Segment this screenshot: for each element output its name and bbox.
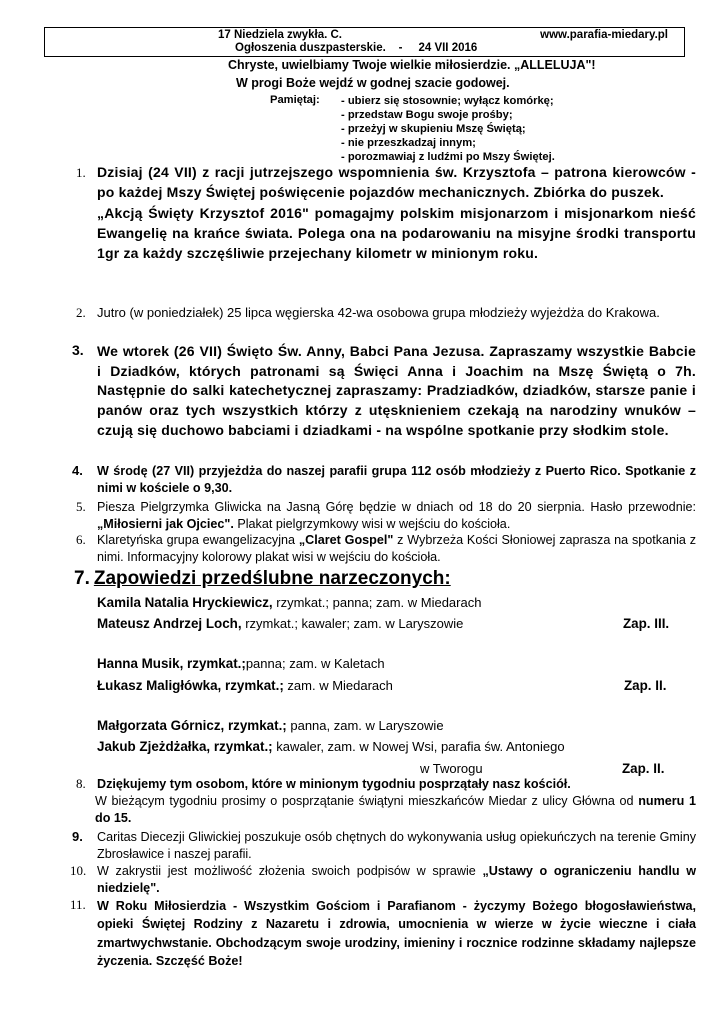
announcement-number: 2. [76,305,86,320]
petition-title: „Ustawy o ograniczeniu handlu w niedzielę". [97,864,696,895]
header-subtitle: Ogłoszenia duszpasterskie. [235,42,386,54]
announcement-2 [66,305,696,321]
couple-3-groom [97,739,565,754]
announcement-number: 6. [76,532,86,547]
announcement-number: 4. [72,463,83,478]
pilgrimage-motto: „Miłosierni jak Ojciec". [97,516,234,531]
couple-1-bride [97,595,481,610]
person-name: Małgorzata Górnicz, rzymkat.; [97,718,287,733]
section-7-heading [74,568,451,590]
person-name: Jakub Zjeżdżałka, rzymkat.; [97,739,273,754]
section-7-title: Zapowiedzi przedślubne narzeczonych: [93,568,451,589]
reminder-item: - ubierz się stosownie; wyłącz komórkę; [341,95,554,107]
group-name: „Claret Gospel" [298,533,394,547]
announcement-1-action: „Akcją Święty Krzysztof 2016" pomagajmy polskim misjonarzom i misjonarkom nieść Ewangelię na krańce świata. Polega ona na podarowaniu na misyjne środki transportu 1gr za każdy szczęśliwie przejechany kilometr w minionym roku. [97,205,696,261]
person-details: kawaler, zam. w Nowej Wsi, parafia św. Antoniego [272,739,565,754]
header-sunday: 17 Niedziela zwykła. C. [218,29,343,41]
couple-2-bride [97,656,385,671]
announcement-number: 10. [70,863,87,878]
announcement-9-text: Caritas Diecezji Gliwickiej poszukuje osób chętnych do wykonywania usług opiekuńczych na terenie Gminy Zbrosławice i naszej parafii. [97,830,696,861]
person-details: panna; zam. w Kaletach [245,656,385,671]
announcement-10-text-a: W zakrystii jest możliwość złożenia swoich podpisów w sprawie [97,864,483,878]
person-details: panna, zam. w Laryszowie [286,718,444,733]
announcement-number: 7. [74,568,90,589]
announcement-8-request-text: W bieżącym tygodniu prosimy o posprzątanie świątyni mieszkańców Miedar z ulicy Główna od [95,794,639,808]
header-website: www.parafia-miedary.pl [540,29,668,41]
announcement-8 [66,776,696,827]
person-name: Łukasz Maligłówka, rzymkat.; [97,678,284,693]
header-date: 24 VII 2016 [418,42,478,54]
announcement-1 [66,163,696,264]
announcement-number: 3. [72,342,84,358]
announcement-11-text [97,897,696,971]
announcement-2-text: Jutro (w poniedziałek) 25 lipca węgierska 42-wa osobowa grupa młodzieży wyjeżdża do Krakowa. [97,305,660,320]
person-details: rzymkat.; kawaler; zam. w Laryszowie [241,616,464,631]
announcement-11-wishes: W Roku Miłosierdzia - Wszystkim Gościom i Parafianom - życzymy Bożego błogosławieństwa, opieki Świętej Rodziny z Nazaretu i zdrowia, umocnienia w wierze w życie wieczne i ciała zmartwychwstanie. Obchodzącym swoje urodziny, imieniny i rocznice rodzinne składamy najlepsze życzenia. [97,899,696,969]
announcement-8-request [95,793,696,827]
couple-2-groom [97,678,393,693]
couple-1-groom [97,616,463,631]
person-details: zam. w Miedarach [283,678,393,693]
announcement-6-text [97,532,696,565]
announcement-number: 5. [76,499,86,514]
person-name: Kamila Natalia Hryckiewicz, [97,595,273,610]
banns-count: Zap. II. [622,761,665,776]
announcement-6-text-a: Klaretyńska grupa ewangelizacyjna [97,533,299,547]
announcement-5 [66,499,696,532]
announcement-10 [66,863,696,896]
announcement-4-text: W środę (27 VII) przyjeżdża do naszej parafii grupa 112 osób młodzieży z Puerto Rico. Spotkanie z nimi w kościele o 9,30. [97,464,696,495]
banns-count: Zap. III. [623,616,670,631]
person-name: Mateusz Andrzej Loch, [97,616,242,631]
announcement-9 [66,829,696,862]
reminder-item: - przeżyj w skupieniu Mszę Świętą; [341,123,526,135]
intro-acclamation: Chryste, uwielbiamy Twoje wielkie miłosierdzie. „ALLELUJA"! [228,58,596,72]
announcement-3-text: We wtorek (26 VII) Święto Św. Anny, Babci Pana Jezusa. Zapraszamy wszystkie Babcie i Dziadków, których patronami są Święci Anna i Joachim na Mszę Świętą o 7h. Następnie do salki katechetycznej zapraszamy: Pradziadków, dziadków, starsze panie i panów oraz tych wszystkich którzy z utęsknieniem czekają na narodziny wnuków – czują się duchowo babciami i dziadkami - na wspólne spotkanie przy słodkim stole. [97,343,696,438]
reminder-item: - przedstaw Bogu swoje prośby; [341,109,513,121]
announcement-number: 1. [76,165,86,180]
intro-invitation: W progi Boże wejdź w godnej szacie godowej. [236,76,510,90]
announcement-5-text-a: Piesza Pielgrzymka Gliwicka na Jasną Górę będzie w dniach od 18 do 20 sierpnia. Hasło przewodnie: [97,500,696,514]
header-box [44,27,685,57]
announcement-4 [66,463,696,497]
person-details: rzymkat.; panna; zam. w Miedarach [272,595,482,610]
announcement-number: 9. [72,829,83,844]
person-name: Hanna Musik, rzymkat.; [97,656,246,671]
closing-blessing: Szczęść Boże! [155,954,243,969]
announcement-3 [66,342,696,441]
header-subtitle-line [235,42,477,54]
announcement-11 [66,897,696,971]
announcement-6-text-b: z Wybrzeża Kości Słoniowej zaprasza na spotkania z nimi. Informacyjny kolorowy plakat wisi w wejściu do kościoła. [97,533,696,564]
header-dash: - [398,42,403,54]
couple-3-groom-cont: w Tworogu [420,761,483,776]
announcement-number: 11. [70,897,86,912]
announcement-8-thanks: Dziękujemy tym osobom, które w minionym tygodniu posprzątały nasz kościół. [97,777,571,791]
reminder-item: - porozmawiaj z ludźmi po Mszy Świętej. [341,151,555,163]
announcement-number: 8. [76,776,86,791]
reminder-list [341,94,555,164]
announcement-5-text-b: Plakat pielgrzymkowy wisi w wejściu do kościoła. [233,516,511,531]
announcement-10-text [97,863,696,896]
reminder-item: - nie przeszkadzaj innym; [341,137,476,149]
announcement-6 [66,532,696,565]
couple-3-bride [97,718,444,733]
remember-label: Pamiętaj: [270,94,320,106]
banns-count: Zap. II. [624,678,667,693]
house-numbers: numeru 1 do 15. [95,794,697,825]
announcement-5-text [97,499,696,532]
announcement-1-text: Dzisiaj (24 VII) z racji jutrzejszego wspomnienia św. Krzysztofa – patrona kierowców - po każdej Mszy Świętej poświęcenie pojazdów mechanicznych. Zbiórka do puszek. [97,164,696,200]
